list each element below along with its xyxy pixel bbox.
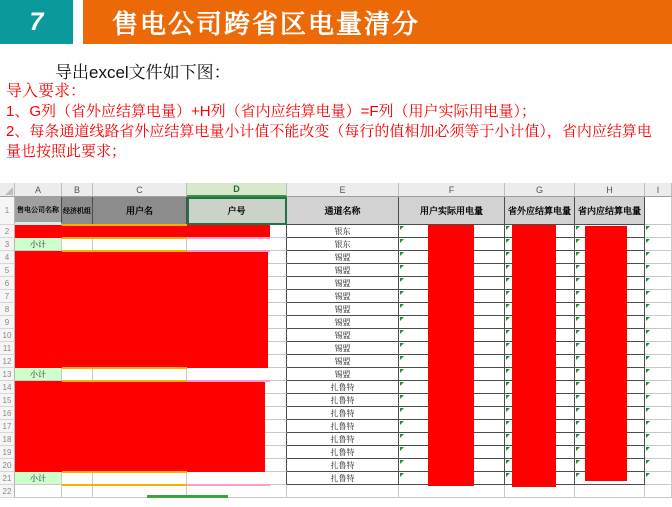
cell-E13[interactable]: 锡盟	[287, 368, 399, 381]
row-header-16[interactable]: 16	[0, 407, 15, 420]
cell-A3[interactable]: 小计	[15, 238, 62, 251]
cell-E2[interactable]: 银东	[287, 225, 399, 238]
row-header-18[interactable]: 18	[0, 433, 15, 446]
error-indicator-icon	[400, 317, 404, 321]
error-indicator-icon	[576, 330, 580, 334]
error-indicator-icon	[576, 265, 580, 269]
cell-I22[interactable]	[645, 485, 672, 498]
header-cell-A[interactable]: 售电公司名称	[15, 197, 62, 225]
error-indicator-icon	[400, 421, 404, 425]
redaction-block-F2:F21	[428, 225, 474, 486]
column-header-H[interactable]: H	[575, 183, 645, 197]
column-header-E[interactable]: E	[287, 183, 399, 197]
yellow-border-line	[62, 224, 187, 226]
error-indicator-icon	[576, 304, 580, 308]
error-indicator-icon	[400, 460, 404, 464]
error-indicator-icon	[576, 434, 580, 438]
error-indicator-icon	[576, 447, 580, 451]
pink-border-line	[187, 237, 270, 239]
green-border-line	[147, 495, 228, 498]
error-indicator-icon	[506, 395, 510, 399]
error-indicator-icon	[400, 447, 404, 451]
row-header-14[interactable]: 14	[0, 381, 15, 394]
yellow-border-line	[62, 471, 187, 473]
error-indicator-icon	[646, 382, 650, 386]
error-indicator-icon	[576, 395, 580, 399]
error-indicator-icon	[400, 382, 404, 386]
cell-E5[interactable]: 锡盟	[287, 264, 399, 277]
error-indicator-icon	[506, 421, 510, 425]
error-indicator-icon	[646, 460, 650, 464]
cell-E3[interactable]: 银东	[287, 238, 399, 251]
header-cell-D[interactable]: 户号	[187, 197, 287, 225]
cell-E8[interactable]: 锡盟	[287, 303, 399, 316]
yellow-border-line	[62, 380, 187, 382]
error-indicator-icon	[646, 304, 650, 308]
column-header-A[interactable]: A	[15, 183, 62, 197]
row-header-7[interactable]: 7	[0, 290, 15, 303]
pink-border-line	[187, 250, 270, 252]
cell-E4[interactable]: 锡盟	[287, 251, 399, 264]
cell-E18[interactable]: 扎鲁特	[287, 433, 399, 446]
column-header-C[interactable]: C	[93, 183, 187, 197]
requirement-line-2: 2、每条通道线路省外应结算电量小计值不能改变（每行的值相加必须等于小计值），省内应结算电量也按照此要求；	[6, 123, 652, 160]
row-header-21[interactable]: 21	[0, 472, 15, 485]
cell-E7[interactable]: 锡盟	[287, 290, 399, 303]
row-header-2[interactable]: 2	[0, 225, 15, 238]
requirements-title: 导入要求：	[6, 83, 87, 100]
error-indicator-icon	[506, 460, 510, 464]
error-indicator-icon	[646, 356, 650, 360]
error-indicator-icon	[400, 278, 404, 282]
error-indicator-icon	[506, 408, 510, 412]
header-cell-G[interactable]: 省外应结算电量	[505, 197, 575, 225]
error-indicator-icon	[646, 421, 650, 425]
error-indicator-icon	[576, 421, 580, 425]
yellow-border-line	[62, 250, 187, 252]
error-indicator-icon	[646, 473, 650, 477]
cell-E12[interactable]: 锡盟	[287, 355, 399, 368]
error-indicator-icon	[576, 278, 580, 282]
error-indicator-icon	[400, 330, 404, 334]
error-indicator-icon	[576, 317, 580, 321]
cell-A22[interactable]	[15, 485, 62, 498]
row-header-11[interactable]: 11	[0, 342, 15, 355]
error-indicator-icon	[400, 408, 404, 412]
error-indicator-icon	[646, 434, 650, 438]
error-indicator-icon	[400, 434, 404, 438]
cell-E22[interactable]	[287, 485, 399, 498]
redaction-block-A4:D12	[15, 251, 268, 368]
pink-border-line	[187, 380, 270, 382]
cell-F22[interactable]	[399, 485, 505, 498]
cell-E16[interactable]: 扎鲁特	[287, 407, 399, 420]
error-indicator-icon	[576, 226, 580, 230]
error-indicator-icon	[646, 226, 650, 230]
error-indicator-icon	[506, 304, 510, 308]
error-indicator-icon	[400, 239, 404, 243]
error-indicator-icon	[506, 317, 510, 321]
row-header-4[interactable]: 4	[0, 251, 15, 264]
error-indicator-icon	[646, 330, 650, 334]
redaction-block-H2:H21	[585, 226, 627, 481]
error-indicator-icon	[506, 369, 510, 373]
row-header-3[interactable]: 3	[0, 238, 15, 251]
cell-B22[interactable]	[62, 485, 93, 498]
pink-border-line	[187, 484, 270, 486]
header-cell-H[interactable]: 省内应结算电量	[575, 197, 645, 225]
error-indicator-icon	[400, 291, 404, 295]
row-header-20[interactable]: 20	[0, 459, 15, 472]
error-indicator-icon	[646, 447, 650, 451]
error-indicator-icon	[506, 278, 510, 282]
cell-A13[interactable]: 小计	[15, 368, 62, 381]
header-cell-C[interactable]: 用户名	[93, 197, 187, 225]
error-indicator-icon	[506, 343, 510, 347]
error-indicator-icon	[506, 252, 510, 256]
column-header-B[interactable]: B	[62, 183, 93, 197]
row-header-9[interactable]: 9	[0, 316, 15, 329]
requirement-line-1: 1、G列（省外应结算电量）+H列（省内应结算电量）=F列（用户实际用电量）；	[6, 103, 537, 120]
row-header-22[interactable]: 22	[0, 485, 15, 498]
row-header-12[interactable]: 12	[0, 355, 15, 368]
error-indicator-icon	[646, 278, 650, 282]
row-header-10[interactable]: 10	[0, 329, 15, 342]
cell-E17[interactable]: 扎鲁特	[287, 420, 399, 433]
error-indicator-icon	[506, 447, 510, 451]
row-header-19[interactable]: 19	[0, 446, 15, 459]
error-indicator-icon	[646, 395, 650, 399]
cell-E19[interactable]: 扎鲁特	[287, 446, 399, 459]
excel-sheet-screenshot	[0, 183, 672, 507]
cell-E20[interactable]: 扎鲁特	[287, 459, 399, 472]
slide-number: 7	[29, 7, 44, 36]
error-indicator-icon	[400, 252, 404, 256]
header-cell-B[interactable]: 经济机组	[62, 197, 93, 225]
cell-E9[interactable]: 锡盟	[287, 316, 399, 329]
error-indicator-icon	[506, 356, 510, 360]
cell-E21[interactable]: 扎鲁特	[287, 472, 399, 485]
error-indicator-icon	[506, 473, 510, 477]
error-indicator-icon	[400, 304, 404, 308]
error-indicator-icon	[506, 239, 510, 243]
error-indicator-icon	[576, 291, 580, 295]
cell-E14[interactable]: 扎鲁特	[287, 381, 399, 394]
error-indicator-icon	[576, 343, 580, 347]
error-indicator-icon	[576, 408, 580, 412]
error-indicator-icon	[400, 395, 404, 399]
slide-title: 售电公司跨省区电量清分	[112, 8, 421, 39]
error-indicator-icon	[576, 382, 580, 386]
error-indicator-icon	[576, 239, 580, 243]
cell-E6[interactable]: 锡盟	[287, 277, 399, 290]
select-all-corner[interactable]	[0, 183, 15, 197]
error-indicator-icon	[646, 291, 650, 295]
cell-E11[interactable]: 锡盟	[287, 342, 399, 355]
error-indicator-icon	[576, 356, 580, 360]
error-indicator-icon	[646, 343, 650, 347]
cell-E10[interactable]: 锡盟	[287, 329, 399, 342]
yellow-border-line	[62, 237, 187, 239]
header-cell-F[interactable]: 用户实际用电量	[399, 197, 505, 225]
row-header-8[interactable]: 8	[0, 303, 15, 316]
column-header-I[interactable]: I	[645, 183, 672, 197]
error-indicator-icon	[646, 265, 650, 269]
error-indicator-icon	[646, 317, 650, 321]
yellow-border-line	[62, 484, 187, 486]
cell-A21[interactable]: 小计	[15, 472, 62, 485]
error-indicator-icon	[506, 226, 510, 230]
error-indicator-icon	[400, 343, 404, 347]
redaction-block-G2:G21	[512, 225, 556, 487]
error-indicator-icon	[576, 473, 580, 477]
column-header-F[interactable]: F	[399, 183, 505, 197]
error-indicator-icon	[646, 252, 650, 256]
error-indicator-icon	[576, 460, 580, 464]
error-indicator-icon	[506, 434, 510, 438]
slide-number-tab	[0, 0, 73, 44]
import-requirements	[6, 82, 658, 162]
cell-H22[interactable]	[575, 485, 645, 498]
error-indicator-icon	[646, 239, 650, 243]
error-indicator-icon	[646, 408, 650, 412]
error-indicator-icon	[400, 265, 404, 269]
slide-subtitle: 导出excel文件如下图：	[55, 63, 231, 82]
error-indicator-icon	[576, 369, 580, 373]
header-cell-E[interactable]: 通道名称	[287, 197, 399, 225]
cell-E15[interactable]: 扎鲁特	[287, 394, 399, 407]
error-indicator-icon	[646, 369, 650, 373]
row-header-17[interactable]: 17	[0, 420, 15, 433]
error-indicator-icon	[400, 369, 404, 373]
column-header-D[interactable]: D	[187, 183, 287, 197]
row-header-5[interactable]: 5	[0, 264, 15, 277]
redaction-block-A14:D20	[15, 381, 265, 472]
error-indicator-icon	[400, 226, 404, 230]
column-header-G[interactable]: G	[505, 183, 575, 197]
row-header-15[interactable]: 15	[0, 394, 15, 407]
row-header-6[interactable]: 6	[0, 277, 15, 290]
slide-title-banner	[83, 0, 672, 44]
error-indicator-icon	[506, 382, 510, 386]
yellow-border-line	[62, 367, 187, 369]
error-indicator-icon	[400, 473, 404, 477]
error-indicator-icon	[506, 291, 510, 295]
row-header-13[interactable]: 13	[0, 368, 15, 381]
error-indicator-icon	[400, 356, 404, 360]
error-indicator-icon	[506, 330, 510, 334]
error-indicator-icon	[576, 252, 580, 256]
error-indicator-icon	[506, 265, 510, 269]
row-header-1[interactable]: 1	[0, 197, 15, 225]
header-cell-I[interactable]	[645, 197, 672, 225]
